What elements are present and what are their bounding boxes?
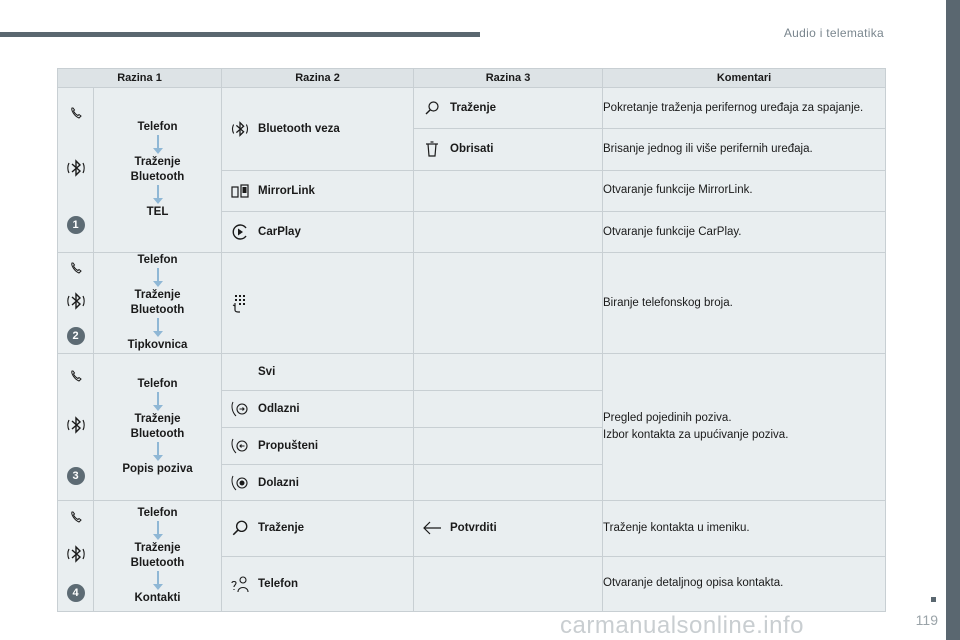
level1-icons xyxy=(58,354,94,501)
level2-cell[interactable] xyxy=(222,170,414,211)
level3-cell xyxy=(414,556,603,612)
level3-cell[interactable] xyxy=(414,501,603,557)
carplay-icon xyxy=(222,223,258,241)
column-header: Komentari xyxy=(603,69,886,88)
bluetooth-icon xyxy=(222,119,258,139)
level1-item: Traženje Bluetooth xyxy=(130,542,185,569)
level2-cell[interactable] xyxy=(222,465,414,501)
level2-label: Traženje xyxy=(258,522,305,535)
menu-table xyxy=(57,68,886,612)
level3-cell xyxy=(414,428,603,465)
level1-path xyxy=(94,501,222,612)
side-bar xyxy=(946,0,960,640)
contact-call-icon xyxy=(222,574,258,594)
trash-icon xyxy=(414,141,450,157)
search-icon xyxy=(414,100,450,116)
down-arrow-icon xyxy=(153,442,163,462)
level1-item: Tipkovnica xyxy=(127,338,188,351)
comment-line: Pregled pojedinih poziva. xyxy=(603,412,732,425)
level2-cell[interactable] xyxy=(222,88,414,171)
step-badge: 3 xyxy=(67,467,85,485)
level2-cell[interactable] xyxy=(222,253,414,354)
level1-path xyxy=(94,88,222,253)
level2-cell[interactable] xyxy=(222,556,414,612)
down-arrow-icon xyxy=(153,318,163,338)
level2-cell[interactable] xyxy=(222,354,414,391)
table-row xyxy=(58,354,886,391)
level3-cell xyxy=(414,391,603,428)
level3-label: Obrisati xyxy=(450,143,494,156)
table-row xyxy=(58,253,886,354)
level2-label: Bluetooth veza xyxy=(258,122,340,135)
level1-item: Telefon xyxy=(137,121,178,134)
phone-icon xyxy=(69,510,83,524)
header-bar xyxy=(0,32,480,37)
level3-label: Traženje xyxy=(450,102,497,115)
mirrorlink-icon xyxy=(222,183,258,199)
down-arrow-icon xyxy=(153,571,163,591)
level2-label: MirrorLink xyxy=(258,184,315,197)
page-dot xyxy=(931,597,936,602)
level3-cell[interactable] xyxy=(414,88,603,129)
level2-label: Propušteni xyxy=(258,440,319,452)
down-arrow-icon xyxy=(153,268,163,288)
bluetooth-icon xyxy=(65,290,87,312)
comment-cell: Pokretanje traženja perifernog uređaja za spajanje. xyxy=(603,88,886,129)
level1-item: Traženje Bluetooth xyxy=(130,289,185,316)
watermark: carmanualsonline.info xyxy=(560,612,804,639)
back-arrow-icon xyxy=(414,520,450,536)
section-title: Audio i telematika xyxy=(783,26,884,40)
level1-item: Traženje Bluetooth xyxy=(130,413,185,440)
level3-cell xyxy=(414,170,603,211)
level1-icons xyxy=(58,88,94,253)
column-header: Razina 3 xyxy=(414,69,603,88)
level1-item: Telefon xyxy=(137,254,178,267)
level3-cell[interactable] xyxy=(414,129,603,170)
level1-item: Kontakti xyxy=(134,591,181,604)
comment-cell: Otvaranje funkcije MirrorLink. xyxy=(603,170,886,211)
level3-label: Potvrditi xyxy=(450,522,497,535)
column-header: Razina 2 xyxy=(222,69,414,88)
bluetooth-icon xyxy=(65,157,87,179)
missed-call-icon xyxy=(222,437,258,455)
search-icon xyxy=(222,519,258,537)
step-badge: 2 xyxy=(67,327,85,345)
level2-label: Svi xyxy=(258,366,276,378)
level2-cell[interactable] xyxy=(222,428,414,465)
comment-cell: Traženje kontakta u imeniku. xyxy=(603,501,886,557)
step-badge: 1 xyxy=(67,216,85,234)
step-badge: 4 xyxy=(67,584,85,602)
down-arrow-icon xyxy=(153,521,163,541)
level2-label: Telefon xyxy=(258,577,299,590)
comment-cell xyxy=(603,354,886,501)
level1-icons xyxy=(58,253,94,354)
level2-cell[interactable] xyxy=(222,391,414,428)
comment-cell: Brisanje jednog ili više perifernih uređaja. xyxy=(603,129,886,170)
level1-item: Telefon xyxy=(137,378,178,391)
table-row xyxy=(58,501,886,557)
level2-cell[interactable] xyxy=(222,211,414,252)
level3-cell xyxy=(414,354,603,391)
page-number: 119 xyxy=(915,612,938,628)
level1-icons xyxy=(58,501,94,612)
down-arrow-icon xyxy=(153,185,163,205)
level2-label: CarPlay xyxy=(258,225,301,238)
table-header-row xyxy=(58,69,886,88)
level1-item: Telefon xyxy=(137,507,178,520)
level1-item: TEL xyxy=(146,205,169,218)
level3-cell xyxy=(414,465,603,501)
level2-label: Odlazni xyxy=(258,403,300,415)
level3-cell xyxy=(414,253,603,354)
level1-item: Traženje Bluetooth xyxy=(130,156,185,183)
table-row xyxy=(58,88,886,129)
level1-path xyxy=(94,354,222,501)
level2-cell[interactable] xyxy=(222,501,414,557)
down-arrow-icon xyxy=(153,135,163,155)
comment-line: Izbor kontakta za upućivanje poziva. xyxy=(603,429,789,441)
phone-icon xyxy=(69,261,83,275)
keypad-icon xyxy=(222,293,258,313)
column-header: Razina 1 xyxy=(58,69,222,88)
incoming-call-icon xyxy=(222,474,258,492)
outgoing-call-icon xyxy=(222,400,258,418)
bluetooth-icon xyxy=(65,414,87,436)
level1-path xyxy=(94,253,222,354)
phone-icon xyxy=(69,369,83,383)
comment-cell: Otvaranje detaljnog opisa kontakta. xyxy=(603,556,886,612)
comment-cell: Otvaranje funkcije CarPlay. xyxy=(603,211,886,252)
level1-item: Popis poziva xyxy=(122,462,193,475)
comment-cell: Biranje telefonskog broja. xyxy=(603,253,886,354)
bluetooth-icon xyxy=(65,543,87,565)
down-arrow-icon xyxy=(153,392,163,412)
level2-label: Dolazni xyxy=(258,476,299,489)
level3-cell xyxy=(414,211,603,252)
phone-icon xyxy=(69,106,83,120)
